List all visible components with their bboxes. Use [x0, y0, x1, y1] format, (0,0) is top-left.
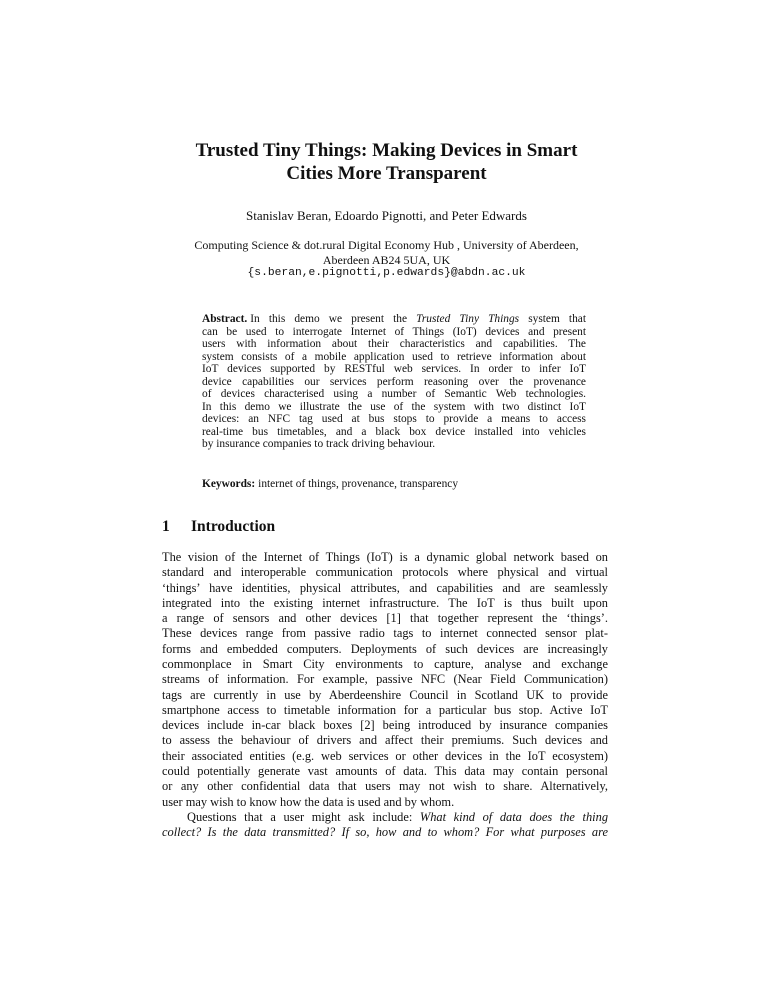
- text-line: [162, 733, 608, 748]
- text-line: [162, 581, 608, 596]
- text-line: [162, 825, 608, 840]
- text-line: [162, 611, 608, 626]
- text-line: [202, 338, 586, 351]
- text-segment: ‘things’ have identities, physical attributes, and capabilities and are seamlessly: [162, 580, 608, 595]
- text-line: [202, 351, 586, 364]
- keywords-line: [202, 478, 586, 491]
- text-segment: In this demo we present the: [250, 313, 417, 325]
- text-line: [202, 401, 586, 414]
- text-line: [202, 413, 586, 426]
- introduction-body: [162, 550, 608, 840]
- text-segment: system consists of a mobile application used to retrieve information about: [202, 350, 586, 363]
- author-emails: {s.beran,e.pignotti,p.edwards}@abdn.ac.uk: [247, 267, 526, 279]
- paper-title: [0, 139, 773, 185]
- text-segment: internet of things, provenance, transparency: [258, 478, 459, 490]
- affiliation: [0, 238, 773, 269]
- text-segment: device capabilities our services perform reasoning over the provenance: [202, 375, 586, 388]
- text-segment: Questions that a user might ask include:: [187, 809, 420, 824]
- text-line: [162, 810, 608, 825]
- text-line: [162, 749, 608, 764]
- text-segment: could potentially generate vast amounts of data. This data may contain personal: [162, 763, 608, 778]
- text-line: [162, 795, 608, 810]
- text-line: [162, 596, 608, 611]
- text-line: [202, 313, 586, 326]
- text-line: [202, 388, 586, 401]
- text-line: [162, 565, 608, 580]
- text-segment: In this demo we illustrate the use of the system with two distinct IoT: [202, 400, 586, 413]
- text-line: [162, 779, 608, 794]
- text-line: [202, 363, 586, 376]
- text-segment: devices include in-car black boxes [2] being introduced by insurance companies: [162, 718, 608, 733]
- section-title: Introduction: [191, 518, 276, 535]
- bold-text: Abstract.: [202, 313, 248, 325]
- italic-text: What kind of data does the thing: [419, 809, 609, 824]
- italic-text: Trusted Tiny Things: [416, 313, 520, 325]
- section-1-heading: [162, 517, 608, 537]
- text-line: [162, 764, 608, 779]
- text-segment: integrated into the existing internet infrastructure. The IoT is thus built upon: [162, 595, 608, 610]
- italic-text: collect? Is the data transmitted? If so, how and to whom? For what purposes are: [162, 825, 608, 840]
- affiliation-line-2: Aberdeen AB24 5UA, UK: [322, 253, 451, 268]
- text-segment: These devices range from passive radio tags to internet connected sensor plat-: [162, 626, 608, 641]
- text-line: [202, 438, 586, 451]
- section-number: 1: [162, 518, 170, 535]
- text-line: [162, 688, 608, 703]
- text-line: [202, 326, 586, 339]
- text-segment: devices: an NFC tag used at bus stops to provide a means to access: [202, 413, 586, 426]
- text-line: [162, 657, 608, 672]
- paper-title-line-1: Trusted Tiny Things: Making Devices in Smart: [195, 140, 578, 161]
- text-segment: to assess the behaviour of drivers and affect their premiums. Such devices and: [162, 733, 608, 748]
- text-segment: commonplace in Smart City environments to capture, analyse and exchange: [162, 656, 608, 671]
- text-segment: by insurance companies to track driving behaviour.: [202, 438, 436, 451]
- text-segment: streams of information. For example, passive NFC (Near Field Communication): [162, 672, 608, 687]
- text-segment: smartphone access to timetable information for a particular bus stop. Active IoT: [162, 702, 608, 717]
- paper-title-line-2: Cities More Transparent: [286, 163, 487, 184]
- text-segment: users with information about their characteristics and capabilities. The: [202, 338, 586, 351]
- text-line: [162, 642, 608, 657]
- author-list: Stanislav Beran, Edoardo Pignotti, and Peter Edwards: [246, 208, 527, 223]
- text-segment: or any other confidential data that users may not wish to share. Alternatively,: [162, 779, 608, 794]
- text-line: [202, 376, 586, 389]
- text-line: [162, 672, 608, 687]
- text-segment: standard and interoperable communication protocols where physical and virtual: [162, 565, 608, 580]
- text-segment: can be used to interrogate Internet of Things (IoT) devices and present: [202, 325, 586, 338]
- text-segment: their associated entities (e.g. web services or other devices in the IoT ecosystem): [162, 748, 608, 763]
- text-segment: real-time bus timetables, and a black box device installed into vehicles: [202, 425, 586, 438]
- text-segment: IoT devices supported by RESTful web services. In order to infer IoT: [202, 363, 586, 376]
- affiliation-line-1: Computing Science & dot.rural Digital Economy Hub , University of Aberdeen,: [194, 238, 579, 252]
- text-segment: system that: [519, 313, 586, 325]
- text-segment: The vision of the Internet of Things (IoT) is a dynamic global network based on: [162, 550, 608, 564]
- text-segment: a range of sensors and other devices [1] that together represent the ‘things’.: [162, 611, 608, 626]
- text-line: [202, 478, 586, 491]
- text-line: [162, 718, 608, 733]
- text-line: [162, 703, 608, 718]
- text-segment: of devices characterised using a number of Semantic Web technologies.: [202, 388, 586, 401]
- text-line: [202, 426, 586, 439]
- bold-text: Keywords:: [202, 478, 256, 490]
- abstract-block: [202, 313, 586, 451]
- text-segment: tags are currently in use by Aberdeenshire Council in Scotland UK to provide: [162, 687, 608, 702]
- text-line: [162, 550, 608, 565]
- text-segment: forms and embedded computers. Deployments of such devices are increasingly: [162, 641, 608, 656]
- text-line: [162, 626, 608, 641]
- text-segment: user may wish to know how the data is used and by whom.: [162, 794, 455, 809]
